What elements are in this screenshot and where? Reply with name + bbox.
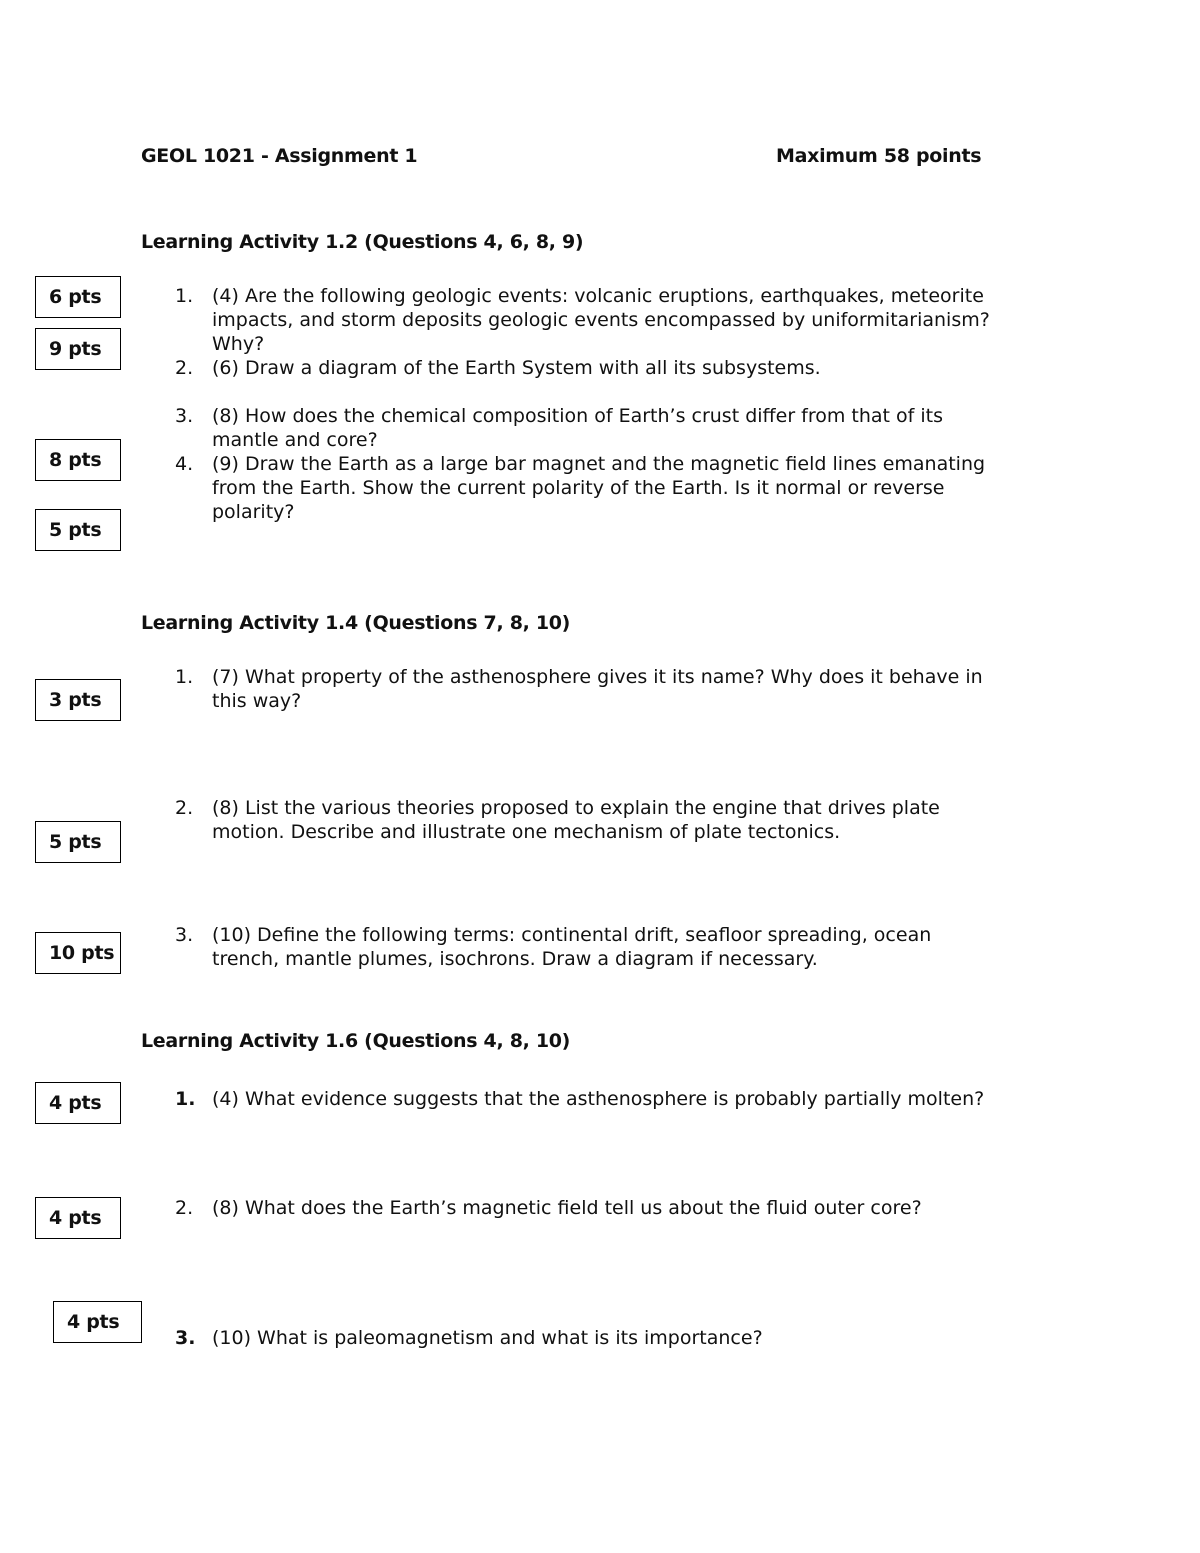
question-number: 3. (175, 924, 194, 946)
question-text: (10) What is paleomagnetism and what is its importance? (212, 1327, 763, 1349)
question-text: (7) What property of the asthenosphere gives it its name? Why does it behave in this way? (212, 666, 983, 712)
question-text: (6) Draw a diagram of the Earth System with all its subsystems. (212, 357, 821, 379)
section-heading-1-6: Learning Activity 1.6 (Questions 4, 8, 10) (141, 1030, 571, 1052)
points-box: 6 pts (35, 276, 121, 318)
assignment-title: GEOL 1021 - Assignment 1 (141, 145, 418, 167)
question-number: 3. (175, 1327, 196, 1349)
points-box: 9 pts (35, 328, 121, 370)
question-number: 4. (175, 453, 194, 475)
section-heading-1-4: Learning Activity 1.4 (Questions 7, 8, 10) (141, 612, 571, 634)
points-box: 10 pts (35, 932, 121, 974)
question-text: (10) Define the following terms: continental drift, seafloor spreading, ocean trench, mantle plumes, isochrons. Draw a diagram if necessary. (212, 924, 932, 970)
points-box: 8 pts (35, 439, 121, 481)
points-box: 5 pts (35, 821, 121, 863)
question-number: 2. (175, 357, 194, 379)
question-number: 2. (175, 1197, 194, 1219)
question-number: 1. (175, 1088, 196, 1110)
question-number: 2. (175, 797, 194, 819)
question-text: (9) Draw the Earth as a large bar magnet and the magnetic field lines emanating from the Earth. Show the current polarity of the Earth. Is it normal or reverse polarity? (212, 453, 986, 523)
question-text: (8) How does the chemical composition of Earth’s crust differ from that of its mantle and core? (212, 405, 944, 451)
points-box: 4 pts (35, 1082, 121, 1124)
question-number: 1. (175, 285, 194, 307)
points-box: 5 pts (35, 509, 121, 551)
points-box: 4 pts (53, 1301, 142, 1343)
question-text: (4) What evidence suggests that the asthenosphere is probably partially molten? (212, 1088, 985, 1110)
section-heading-1-2: Learning Activity 1.2 (Questions 4, 6, 8, 9) (141, 231, 584, 253)
points-box: 4 pts (35, 1197, 121, 1239)
question-text: (8) What does the Earth’s magnetic field tell us about the fluid outer core? (212, 1197, 922, 1219)
maximum-points: Maximum 58 points (776, 145, 982, 167)
question-text: (8) List the various theories proposed to explain the engine that drives plate motion. Describe and illustrate one mechanism of plate tectonics. (212, 797, 940, 843)
question-number: 1. (175, 666, 194, 688)
points-box: 3 pts (35, 679, 121, 721)
question-text: (4) Are the following geologic events: volcanic eruptions, earthquakes, meteorite impacts, and storm deposits geologic events encompassed by uniformitarianism? Why? (212, 285, 990, 355)
question-number: 3. (175, 405, 194, 427)
